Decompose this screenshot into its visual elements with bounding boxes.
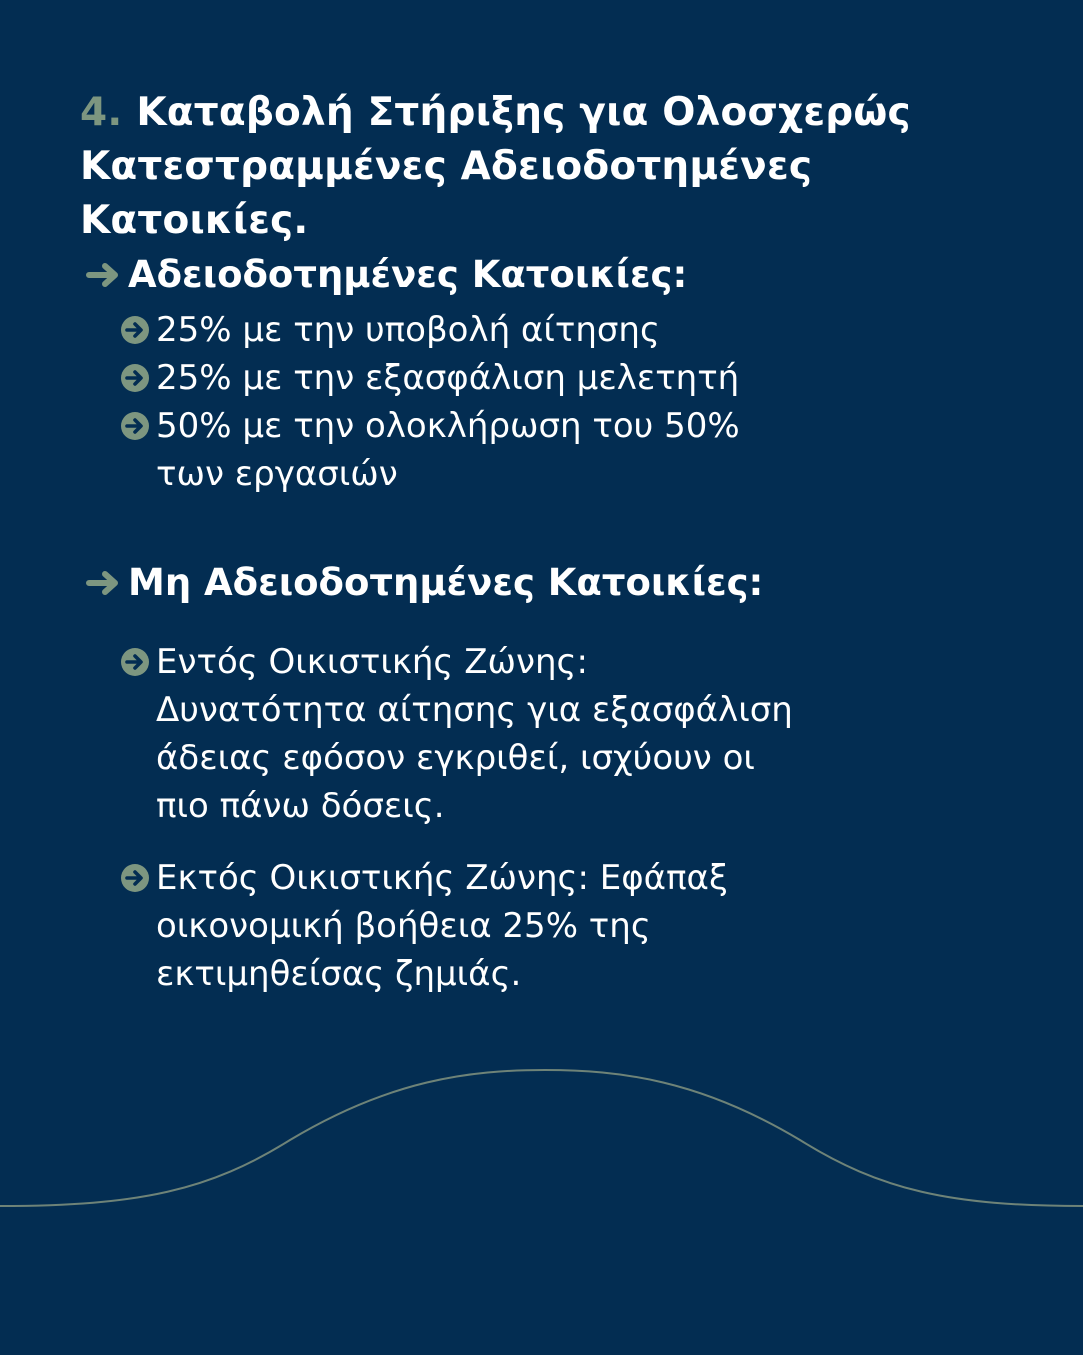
section-heading — [86, 250, 986, 300]
item-text: 50% με την ολοκλήρωση του 50% των εργασιών — [156, 406, 740, 494]
list-item — [86, 854, 836, 998]
section-title: Μη Αδειοδοτημένες Κατοικίες: — [128, 561, 764, 604]
section-unlicensed-homes — [86, 558, 986, 998]
section-licensed-homes — [86, 250, 986, 498]
circle-arrow-right-icon — [120, 363, 150, 393]
item-list — [86, 638, 986, 998]
page-title — [80, 86, 1040, 248]
item-list — [86, 306, 986, 498]
title-number: 4. — [80, 90, 123, 135]
item-text: Εκτός Οικιστικής Ζώνης: Εφάπαξ οικονομική βοήθεια 25% της εκτιμηθείσας ζημιάς. — [156, 858, 728, 994]
section-heading — [86, 558, 986, 608]
circle-arrow-right-icon — [120, 315, 150, 345]
item-text: Εντός Οικιστικής Ζώνης: Δυνατότητα αίτησης για εξασφάλιση άδειας εφόσον εγκριθεί, ισχύουν οι πιο πάνω δόσεις. — [156, 642, 793, 826]
arrow-right-icon — [86, 568, 124, 598]
item-text: 25% με την υποβολή αίτησης — [156, 310, 660, 350]
list-item — [86, 306, 986, 354]
circle-arrow-right-icon — [120, 411, 150, 441]
title-text: Καταβολή Στήριξης για Ολοσχερώς Κατεστραμμένες Αδειοδοτημένες Κατοικίες. — [80, 90, 911, 243]
list-item — [86, 402, 796, 498]
list-item — [86, 354, 986, 402]
list-item — [86, 638, 796, 830]
arrow-right-icon — [86, 260, 124, 290]
decorative-wave — [0, 1040, 1083, 1260]
circle-arrow-right-icon — [120, 647, 150, 677]
section-title: Αδειοδοτημένες Κατοικίες: — [128, 253, 688, 296]
circle-arrow-right-icon — [120, 863, 150, 893]
item-text: 25% με την εξασφάλιση μελετητή — [156, 358, 740, 398]
